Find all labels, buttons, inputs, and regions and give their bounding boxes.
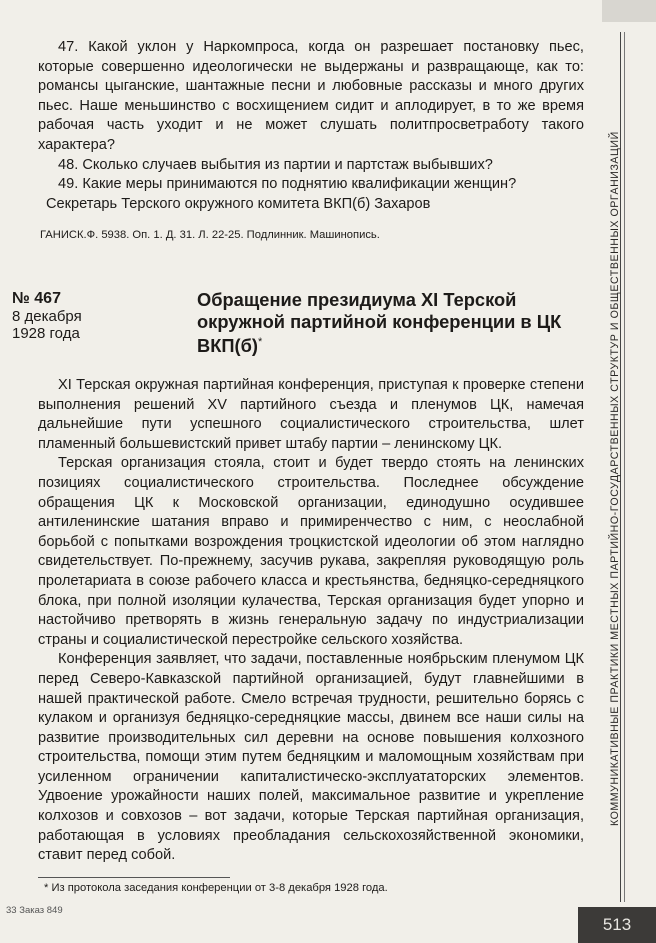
- footnote: * Из протокола заседания конференции от 3-8 декабря 1928 года.: [44, 882, 388, 894]
- running-header: КОММУНИКАТИВНЫЕ ПРАКТИКИ МЕСТНЫХ ПАРТИЙНО-ГОСУДАРСТВЕННЫХ СТРУКТУР И ОБЩЕСТВЕННЫХ ОРГАНИЗАЦИЙ: [609, 131, 621, 826]
- running-sidebar: [594, 0, 656, 910]
- print-mark: 33 Заказ 849: [6, 905, 63, 916]
- document-title-text: Обращение президиума XI Терской окружной партийной конференции в ЦК ВКП(б): [197, 289, 562, 357]
- document-title: [197, 289, 597, 357]
- footnote-divider: [38, 877, 230, 878]
- document-body: [38, 376, 584, 866]
- signature: Секретарь Терского окружного комитета ВКП(б) Захаров: [46, 195, 431, 212]
- question-list: [38, 38, 584, 243]
- question-47: 47. Какой уклон у Наркомпроса, когда он разрешает постановку пьес, которые совершенно идеологически не выдержаны и развращающе, как то: романсы цыганские, шантажные песни и любовные рассказы и много других пьес. Наше меньшинство с восхищением сидит и аплодирует, в то же время рабочая часть уходит и не может слушать политпросветработу такого характера?: [38, 39, 584, 153]
- footnote-marker: *: [257, 336, 263, 348]
- document-number: № 467: [12, 290, 61, 307]
- sidebar-frame: [624, 32, 656, 902]
- body-paragraph: XI Терская окружная партийная конференция, приступая к проверке степени выполнения решений XV партийного съезда и пленумов ЦК, намечая дальнейшие пути успешного социалистического строительства, шлет пламенный большевистский привет штабу партии – ленинскому ЦК.: [38, 377, 584, 452]
- archive-source: ГАНИСК.Ф. 5938. Оп. 1. Д. 31. Л. 22-25. Подлинник. Машинопись.: [40, 229, 380, 242]
- question-48: 48. Сколько случаев выбытия из партии и партстаж выбывших?: [58, 156, 493, 173]
- document-date-day: 8 декабря: [12, 307, 82, 325]
- body-paragraph: Конференция заявляет, что задачи, поставленные ноябрьским пленумом ЦК перед Северо-Кавказской партийной организацией, будут главнейшими в нашей практической работе. Смело встречая трудности, решительно борясь с кулаком и организуя бедняцко-середняцкие массы, двинем все наши силы на развитие производительных сил деревни на основе повышения колхозного строительства, помощи этим путем бедняцким и маломощным хозяйствам при усиленном ограничении капиталистическо-эксплуататорских элементов. Удвоение урожайности наших полей, максимальное развитие и укрепление колхозов и совхозов – вот задачи, которые Терская партийная организация, работающая в условиях преобладания сельскохозяйственной экономики, ставит перед собой.: [38, 651, 584, 864]
- page-number: 513: [578, 907, 656, 943]
- question-49: 49. Какие меры принимаются по поднятию квалификации женщин?: [58, 176, 517, 193]
- document-date-year: 1928 года: [12, 325, 80, 342]
- document-number-block: [12, 290, 182, 343]
- body-paragraph: Терская организация стояла, стоит и будет твердо стоять на ленинских позициях социалистического строительства. Последнее обсуждение обращения ЦК к Московской организации, единодушно осудившее антиленинские шатания вправо и примиренчество с ним, с неослабной борьбой с попытками возрождения троцкистской идеологии об этом наглядно свидетельствует. По-прежнему, засучив рукава, закрепляя руководящую роль пролетариата в союзе рабочего класса и крестьянства, бедняцко-середняцкого блока, при полной изоляции кулачества, Терская организация будет упорно и настойчиво претворять в жизнь генеральную задачу по индустриализации страны и социалистической перестройке сельского хозяйства.: [38, 455, 584, 648]
